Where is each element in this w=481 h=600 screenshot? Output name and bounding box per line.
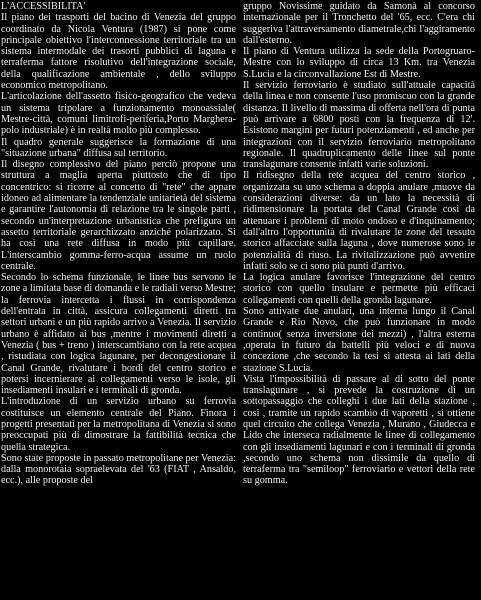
paragraph: Il piano di Ventura utilizza la sede della Portogruaro-Mestre con lo sviluppo di circa 13 Km. tra Venezia S.Lucia e la circonvallazione Est di Mestre.: [243, 46, 475, 80]
paragraph: Il servizio ferroviario è studiato sull'attuale capacità della linea e non consente l'uso promiscuo con la grande distanza. Il livello di massima di offerta nell'ora di punta può arrivare a 6800 posti con la frequenza di 12'. Esistono margini per futuri potenziamenti , ed anche per integrazioni con il servizio ferroviario metropolitano regionale. Il quadruplicamento delle linee sul ponte translagunare consente infatti varie soluzioni.: [243, 80, 475, 171]
paragraph: L'articolazione dell'assetto fisico-geografico che vedeva un sistema tripolare a funzionamento monoassiale( Mestre-città, comuni limitrofi-periferia,Porto Marghera-polo industriale) è in realtà molto più complesso.: [1, 91, 236, 137]
paragraph: Il quadro generale suggerisce la formazione di una "situazione urbana" diffusa sul territorio.: [1, 136, 236, 159]
left-column: [1, 1, 236, 487]
paragraph: Sono attivate due anulari, una interna lungo il Canal Grande e Rio Novo, che può funzionare in modo continuo( senza inversione dei mezzi) , l'altra esterna ,operata in futuro da battelli più veloci e di nuova concezione ,che secondo la tesi si attesta ai lati della stazione S.Lucia.: [243, 306, 475, 374]
paragraph: La logica anulare favorisce l'integrazione del centro storico con quello insulare e permette più efficaci collegamenti con quelli della gronda lagunare.: [243, 272, 475, 306]
paragraph: Il disegno complessivo del piano perciò propone una struttura a maglia aperta piuttosto che di tipo concentrico: si ricorre al concetto di "rete" che appare idoneo ad alimentare la tendenziale unitarietà del sistema e garantire l'autonomia di relazione tra le singole parti , secondo un'interpretazione urbanistica che prefigura un assetto territoriale gerarchizzato anziché polarizzato. Si ha così una rete diffusa in modo più capillare. L'interscambio gomma-ferro-acqua assume un ruolo centrale.: [1, 159, 236, 272]
column-gutter: [238, 0, 239, 600]
paragraph: Sono state proposte in passato metropolitane per Venezia: dalla monorotaia sopraelevata del '63 (FIAT , Ansaldo, ecc.), alle proposte del: [1, 452, 236, 487]
right-column: [243, 1, 475, 487]
paragraph: L'introduzione di un servizio urbano su ferrovia costituisce un elemento centrale del Piano. Finora i progetti presentati per la metropolitana di Venezia si sono preoccupati più di dimostrare la fattibilità tecnica che quella strategica.: [1, 396, 236, 453]
paragraph: Il piano dei trasporti del bacino di Venezia del gruppo coordinato da Nicola Ventura (1987) si pone come principale obiettivo l'interconnessione territoriale tra un sistema intermodale dei trasorti pubblici di laguna e terraferma fattore risolutivo dell'integrazione sociale, della qualificazione ambientale , dello sviluppo economico metropolitano.: [1, 12, 236, 92]
paragraph: Vista l'impossibilità di passare al di sotto del ponte translagunare , si prevede la costruzione di un sottopassaggio che colleghi i due lati della stazione , così , tramite un rapido scambio di vaporetti , si ottiene quel circuito che collega Venezia , Murano , Giudecca e Lido che interseca radialmente le linee di collegamento con gli insediamenti lagunari e con i terminali di gronda ,secondo uno schema non dissimile da quello di terraferma tra "semiloop" ferroviario e vettori della rete su gomma.: [243, 373, 475, 487]
paragraph: Il ridisegno della rete acquea del centro storico , organizzata su uno schema a doppia anulare ,muove da considerazioni diverse: da un lato la necessità di ridimensionare la portata del Canal Grande così da attenuare i problemi di moto ondoso e d'inquinamento; dall'altro l'opportunità di rivalutare le zone del tessuto storico affacciate sulla laguna , dove numerose sono le potenzialità di riuso. La rivitalizzazione può avvenire infatti solo se ci sono più punti d'arrivo.: [243, 170, 475, 272]
section-heading: L'ACCESSIBILITA': [1, 1, 86, 12]
paragraph: gruppo Novissime guidato da Samonà al concorso internazionale per il Tronchetto del '65, ecc. C'era chi suggeriva l'attraversamento diametrale,chi l'aggiramento dall'esterno.: [243, 1, 475, 46]
paragraph: Secondo lo schema funzionale, le linee bus servono le zone a limitata base di domanda e le radiali verso Mestre; la ferrovia intercetta i flussi in corrispondenza dell'entrata in città, assicura collegamenti diretti tra settori urbani e un più rapido arrivo a Venezia. Il servizio urbano è affidato ai bus ,mentre i movimenti diretti a Venezia ( bus + treno ) interscambiano con la rete acquea , ristudiata con logica lagunare, per decongestionare il Canal Grande, rivalutare i bordi del centro storico e potersi incernierare ai collegamenti verso le isole, gli insediamenti insulari e i terminali di gronda.: [1, 272, 236, 397]
